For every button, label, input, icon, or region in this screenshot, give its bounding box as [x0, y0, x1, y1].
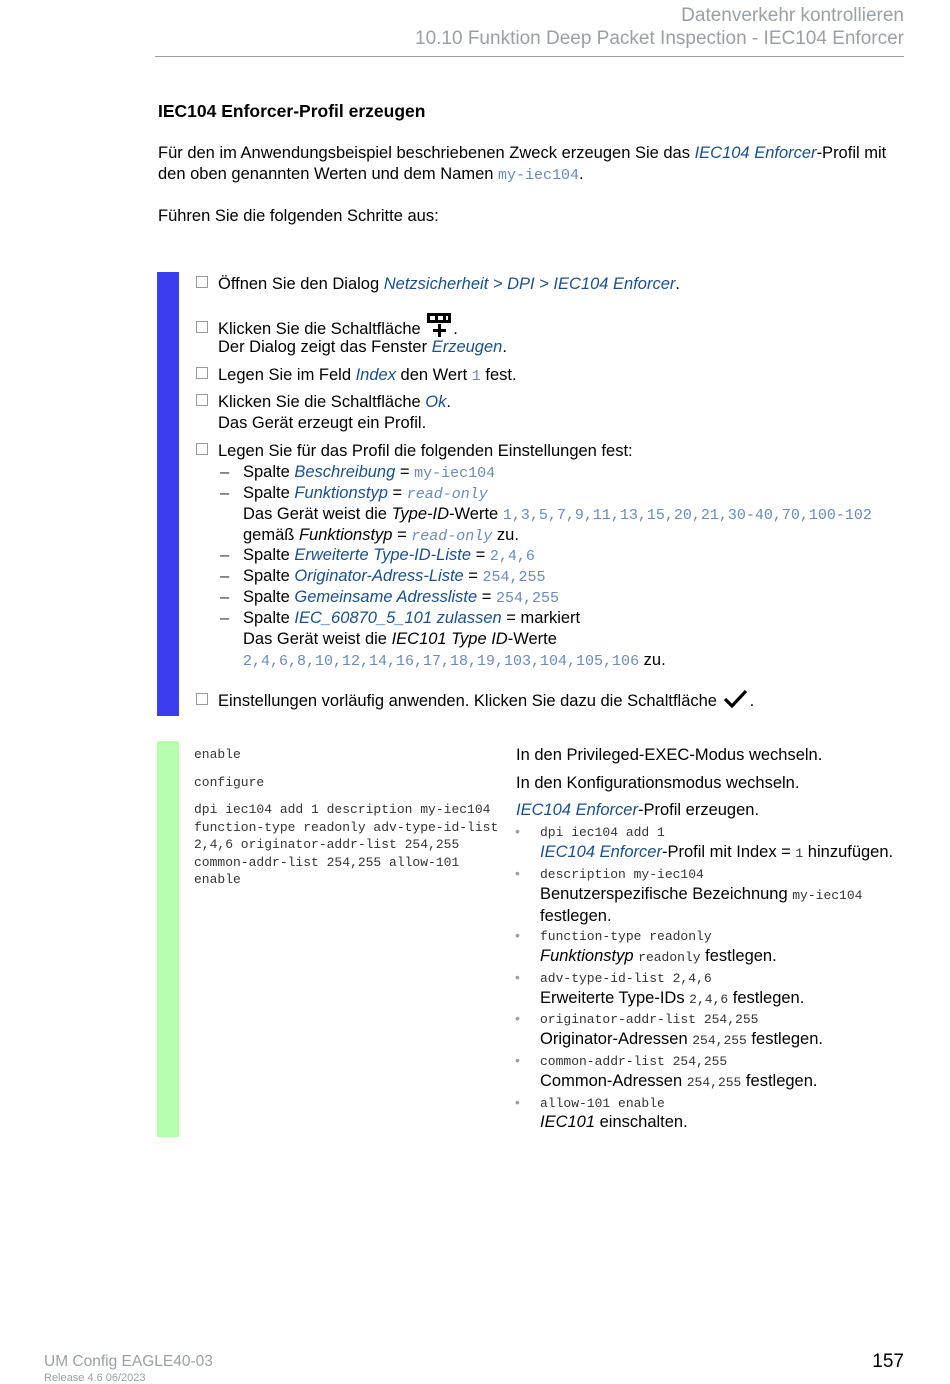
desc-text: festlegen.	[540, 907, 612, 925]
desc-italic: IEC101	[540, 1113, 596, 1131]
bullet-desc	[540, 1029, 823, 1051]
desc-text: Erweiterte Type-IDs	[540, 989, 690, 1007]
bullet: •	[515, 927, 520, 943]
step-result: Das Gerät erzeugt ein Profil.	[218, 414, 427, 432]
cli-command-dpi: dpi iec104 add 1 description my-iec104 function-type readonly adv-type-id-list 2,4,6 originator-addr-list 254,255 common-addr-list 254,255 allow-101 enable	[194, 802, 499, 887]
column-link[interactable]: Gemeinsame Adressliste	[294, 588, 478, 606]
intro-paragraph	[158, 143, 908, 186]
ok-button-link[interactable]: Ok	[425, 393, 447, 411]
column-link[interactable]: Beschreibung	[294, 463, 396, 481]
setting-description	[243, 462, 495, 484]
setting-value: 254,255	[482, 569, 546, 586]
intro-link[interactable]: IEC104 Enforcer	[694, 144, 817, 162]
bullet: •	[515, 823, 520, 839]
intro-text: .	[579, 165, 584, 183]
cli-desc-configure: In den Konfigurationsmodus wechseln.	[516, 774, 800, 792]
bullet: •	[515, 969, 520, 985]
bullet-command: allow-101 enable	[540, 1096, 665, 1111]
step-checkbox[interactable]	[196, 693, 208, 705]
spalte-label: Spalte	[243, 463, 295, 481]
profile-link[interactable]: IEC104 Enforcer	[516, 801, 638, 819]
bullet-command: description my-iec104	[540, 867, 704, 882]
dash-bullet: –	[220, 588, 230, 606]
step-checkbox[interactable]	[196, 367, 208, 379]
bullet: •	[515, 865, 520, 881]
desc-code: 2,4,6	[689, 992, 729, 1007]
bullet-desc	[540, 842, 893, 864]
step-text: .	[502, 338, 507, 356]
spalte-label: Spalte	[243, 609, 295, 627]
footer-doc-title: UM Config EAGLE40-03	[44, 1353, 213, 1370]
desc-text: festlegen.	[700, 947, 777, 965]
bullet: •	[515, 1094, 520, 1110]
header-divider	[155, 56, 904, 57]
step-text: .	[675, 275, 680, 293]
step-text: Der Dialog zeigt das Fenster	[218, 338, 432, 356]
step-set-index	[196, 365, 517, 387]
setting-originator-addr	[243, 566, 546, 588]
step-click-ok	[196, 392, 451, 413]
bullet-desc	[540, 884, 862, 927]
step-text: .	[453, 320, 458, 338]
spalte-label: Spalte	[243, 567, 295, 585]
bullet-command: dpi iec104 add 1	[540, 825, 665, 840]
dash-bullet: –	[220, 546, 230, 564]
step-checkbox[interactable]	[196, 276, 208, 288]
note-text: gemäß	[243, 526, 299, 544]
equals: =	[392, 526, 412, 544]
step-text: Legen Sie für das Profil die folgenden Einstellungen fest:	[218, 442, 633, 460]
bullet-command: adv-type-id-list 2,4,6	[540, 971, 712, 986]
bullet-desc	[540, 1071, 817, 1093]
note-text: -Werte	[449, 505, 503, 523]
bullet-command: function-type readonly	[540, 929, 712, 944]
desc-text: -Profil erzeugen.	[637, 801, 760, 819]
bullet-desc	[540, 1112, 688, 1133]
setting-function-type	[243, 483, 488, 505]
desc-text: festlegen.	[728, 989, 805, 1007]
equals: =	[477, 588, 496, 606]
desc-italic: Funktionstyp	[540, 947, 634, 965]
spalte-label: Spalte	[243, 546, 295, 564]
bullet-command: originator-addr-list 254,255	[540, 1012, 759, 1027]
step-result	[218, 337, 507, 358]
cli-command-enable: enable	[194, 747, 241, 762]
step-click-add	[196, 312, 458, 340]
section-title: IEC104 Enforcer-Profil erzeugen	[158, 101, 426, 121]
intro-code: my-iec104	[498, 167, 580, 184]
step-text: den Wert	[395, 366, 472, 384]
field-name-link[interactable]: Index	[355, 366, 396, 384]
note-text: Das Gerät weist die	[243, 505, 392, 523]
step-text: Legen Sie im Feld	[218, 366, 356, 384]
setting-adv-type-id	[243, 545, 535, 567]
profile-link[interactable]: IEC104 Enforcer	[540, 843, 662, 861]
desc-text: Originator-Adressen	[540, 1030, 693, 1048]
setting-note	[243, 629, 557, 650]
setting-value: my-iec104	[414, 465, 496, 482]
note-text: Das Gerät weist die	[243, 630, 392, 648]
cli-desc-enable: In den Privileged-EXEC-Modus wechseln.	[516, 746, 823, 764]
dash-bullet: –	[220, 484, 230, 502]
spalte-label: Spalte	[243, 484, 295, 502]
dash-bullet: –	[220, 609, 230, 627]
dash-bullet: –	[220, 567, 230, 585]
equals: =	[471, 546, 490, 564]
setting-note	[243, 504, 872, 526]
note-italic: Funktionstyp	[298, 526, 393, 544]
column-link[interactable]: Originator-Adress-Liste	[294, 567, 464, 585]
index-value: 1	[471, 368, 481, 385]
cli-marker-bar	[157, 741, 179, 1137]
step-text: Klicken Sie die Schaltfläche	[218, 320, 426, 338]
setting-note	[243, 525, 519, 547]
checkmark-icon	[722, 692, 750, 710]
intro-text: Für den im Anwendungsbeispiel beschriebenen Zweck erzeugen Sie das	[158, 144, 695, 162]
equals: =	[463, 567, 483, 585]
desc-code: my-iec104	[792, 888, 863, 903]
column-link[interactable]: Erweiterte Type-ID-Liste	[294, 546, 472, 564]
dialog-path-link[interactable]: Netzsicherheit > DPI > IEC104 Enforcer	[383, 275, 676, 293]
setting-value: 254,255	[495, 590, 559, 607]
note-text: zu.	[639, 651, 666, 669]
setting-allow-101	[243, 608, 580, 629]
footer-release: Release 4.6 06/2023	[44, 1372, 146, 1384]
setting-value: 2,4,6	[489, 548, 535, 565]
intro-text: -Profil mit	[816, 144, 887, 162]
step-text: Einstellungen vorläufig anwenden. Klicken Sie dazu die Schaltfläche	[218, 692, 722, 710]
iec101-type-id-values: 2,4,6,8,10,12,14,16,17,18,19,103,104,105,106	[243, 653, 640, 670]
desc-text: hinzufügen.	[803, 843, 894, 861]
step-text: fest.	[480, 366, 517, 384]
step-checkbox[interactable]	[196, 321, 208, 333]
step-text: Klicken Sie die Schaltfläche	[218, 393, 426, 411]
header-chapter: Datenverkehr kontrollieren	[681, 5, 904, 26]
step-checkbox[interactable]	[196, 394, 208, 406]
type-id-values: 1,3,5,7,9,11,13,15,20,21,30-40,70,100-102	[502, 507, 872, 524]
cli-desc-dpi	[516, 800, 759, 821]
bullet: •	[515, 1010, 520, 1026]
column-link[interactable]: Funktionstyp	[294, 484, 388, 502]
dash-bullet: –	[220, 463, 230, 481]
desc-code: 254,255	[692, 1033, 747, 1048]
desc-text: -Profil mit Index =	[661, 843, 796, 861]
desc-text: festlegen.	[741, 1072, 818, 1090]
spalte-label: Spalte	[243, 588, 295, 606]
setting-value: read-only	[411, 528, 493, 545]
add-table-icon	[425, 320, 453, 338]
desc-text: festlegen.	[746, 1030, 823, 1048]
intro-text: den oben genannten Werten und dem Namen	[158, 165, 499, 183]
instruction-paragraph: Führen Sie die folgenden Schritte aus:	[158, 207, 439, 225]
step-open-dialog	[196, 274, 680, 295]
setting-common-addr	[243, 587, 559, 609]
bullet-command: common-addr-list 254,255	[540, 1054, 728, 1069]
bullet-desc	[540, 988, 804, 1010]
desc-text: Common-Adressen	[540, 1072, 687, 1090]
note-text: -Werte	[507, 630, 557, 648]
desc-text: einschalten.	[595, 1113, 688, 1131]
header-section: 10.10 Funktion Deep Packet Inspection - IEC104 Enforcer	[415, 28, 904, 49]
desc-code: 254,255	[686, 1075, 742, 1090]
bullet: •	[515, 1052, 520, 1068]
setting-value: read-only	[406, 486, 488, 503]
bullet-desc	[540, 946, 777, 968]
column-link[interactable]: IEC_60870_5_101 zulassen	[294, 609, 502, 627]
note-text: zu.	[492, 526, 519, 544]
page-number: 157	[872, 1351, 904, 1372]
equals: =	[387, 484, 407, 502]
window-name-link[interactable]: Erzeugen	[431, 338, 503, 356]
note-italic: IEC101 Type ID	[391, 630, 508, 648]
desc-code: readonly	[638, 950, 701, 965]
step-checkbox[interactable]	[196, 443, 208, 455]
desc-text: Benutzerspezifische Bezeichnung	[540, 885, 793, 903]
step-settings	[196, 441, 633, 462]
step-apply	[196, 688, 754, 712]
step-text: .	[749, 692, 755, 710]
step-text: .	[446, 393, 451, 411]
steps-marker-bar	[157, 272, 179, 716]
equals: =	[395, 463, 415, 481]
cli-command-configure: configure	[194, 775, 265, 790]
note-italic: Type-ID	[391, 505, 450, 523]
step-text: Öffnen Sie den Dialog	[218, 275, 384, 293]
setting-value: = markiert	[501, 609, 581, 627]
setting-note	[243, 650, 666, 672]
desc-code: 1	[795, 846, 804, 861]
